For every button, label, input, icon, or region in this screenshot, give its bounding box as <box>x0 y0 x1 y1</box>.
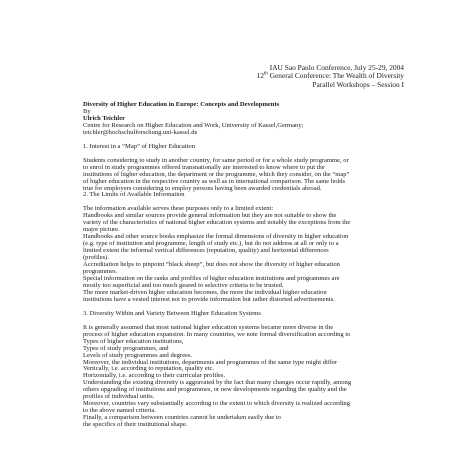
text-line: Vertically, i.e. according to reputation, quality etc. <box>83 365 215 373</box>
text-line: variety of the characteristics of national higher education systems and notably the exceptions from the <box>83 219 351 227</box>
text-line: (e.g. type of institution and programme, length of study etc.), but do not address at all or only to a <box>83 240 339 248</box>
text-line: of higher education in the respective country as well as in international comparison. The same holds <box>83 177 346 185</box>
paper-title: Diversity of Higher Education in Europe: Concepts and Developments <box>83 101 280 108</box>
section-3-paragraph <box>83 325 413 429</box>
text-line: programmes. <box>83 268 118 276</box>
text-line: to the above named criteria. <box>83 407 156 415</box>
header-line-conference: IAU Sao Paulo Conference, July 25-29, 2004 <box>269 63 404 72</box>
text-line: Levels of study programmes and degrees. <box>83 351 193 359</box>
text-line: the specifics of their institutional shape. <box>83 421 188 429</box>
text-line: mostly too superficial and too much geared to selective criteria to be trusted. <box>83 281 284 289</box>
text-line: Understanding the existing diversity is aggravated by the fact that many changes occur rapidly, among <box>83 379 352 387</box>
text-line: The more market-driven higher education becomes, the more the individual higher education <box>83 288 327 296</box>
author-name: Ulrich Teichler <box>83 114 126 122</box>
text-line: process of higher education expansion. In many countries, we note formal diversification according to <box>83 330 351 338</box>
header-line-session: Parallel Workshops – Session I <box>312 79 404 89</box>
text-line: Types of higher education institutions, <box>83 337 184 345</box>
header-ordinal-number: 12 <box>256 71 264 81</box>
section-heading-1: 1. Interest in a “Map” of Higher Education <box>83 142 195 150</box>
text-line: Types of study programmes, and <box>83 344 169 352</box>
header-ordinal-suffix: th <box>263 71 268 77</box>
text-line: Moreover, countries vary substantially according to the extent to which diversity is realized according <box>83 400 350 408</box>
text-line: Moreover, the individual institutions, departments and programmes of the same type might differ <box>83 358 338 366</box>
author-email: teichler@hochschulforschung.uni-kassel.de <box>83 128 198 136</box>
section-heading-2: 2. The Limits of Available Information <box>83 191 185 199</box>
text-line: true for employers considering to employ persons having been awarded credentials abroad. <box>83 184 322 192</box>
text-line: Handbooks and similar sources provide general information but they are not suitable to show the <box>83 212 337 220</box>
text-line: Handbooks and other source books emphasize the formal dimensions of diversity in higher education <box>83 233 349 241</box>
text-line: Special information on the ranks and profiles of higher education institutions and programmes are <box>83 274 340 282</box>
header-general-conference-text: General Conference: The Wealth of Diversity <box>267 71 404 81</box>
text-line: Students considering to study in another country, for same period or for a whole study programme, or <box>83 156 349 164</box>
conference-header <box>257 64 405 89</box>
text-line: major picture. <box>83 226 120 234</box>
text-line: institutions have a vested interest not to provide information but rather distorted advertisements. <box>83 295 335 303</box>
text-line: institutions of higher education, the department or the programme, which they consider, on the “map” <box>83 170 350 178</box>
author-affiliation: Centre for Research on Higher Education and Work, University of Kassel,Germany; <box>83 121 304 129</box>
text-line: profiles of individual units. <box>83 393 155 401</box>
text-line: (profiles). <box>83 254 109 262</box>
text-line: The information available serves these purposes only to a limited extent: <box>83 205 274 213</box>
text-line: It is generally assumed that most national higher education systems became more diverse in the <box>83 323 334 331</box>
section-2-paragraph <box>83 206 413 303</box>
text-line: Finally, a comparison between countries cannot be undertaken easily due to <box>83 414 281 422</box>
text-line: Accreditation helps to pinpoint “black sheep”, but does not show the diversity of higher education <box>83 261 340 269</box>
text-line: others upgrading of institutions and programmes, or new developments regarding the quality and the <box>83 386 347 394</box>
byline: By <box>83 107 91 115</box>
document-body <box>83 102 413 429</box>
section-1-paragraph <box>83 158 413 193</box>
text-line: Horizontally, i.e. according to their curricular profiles. <box>83 372 226 380</box>
text-line: limited extent the informal vertical differences (reputation, quality) and horizontal differences <box>83 247 329 255</box>
section-heading-3: 3. Diversity Within and Variety Between Higher Education Systems <box>83 309 261 317</box>
text-line: to enrol in study programmes offered transnationally are interested to know where to put the <box>83 163 325 171</box>
